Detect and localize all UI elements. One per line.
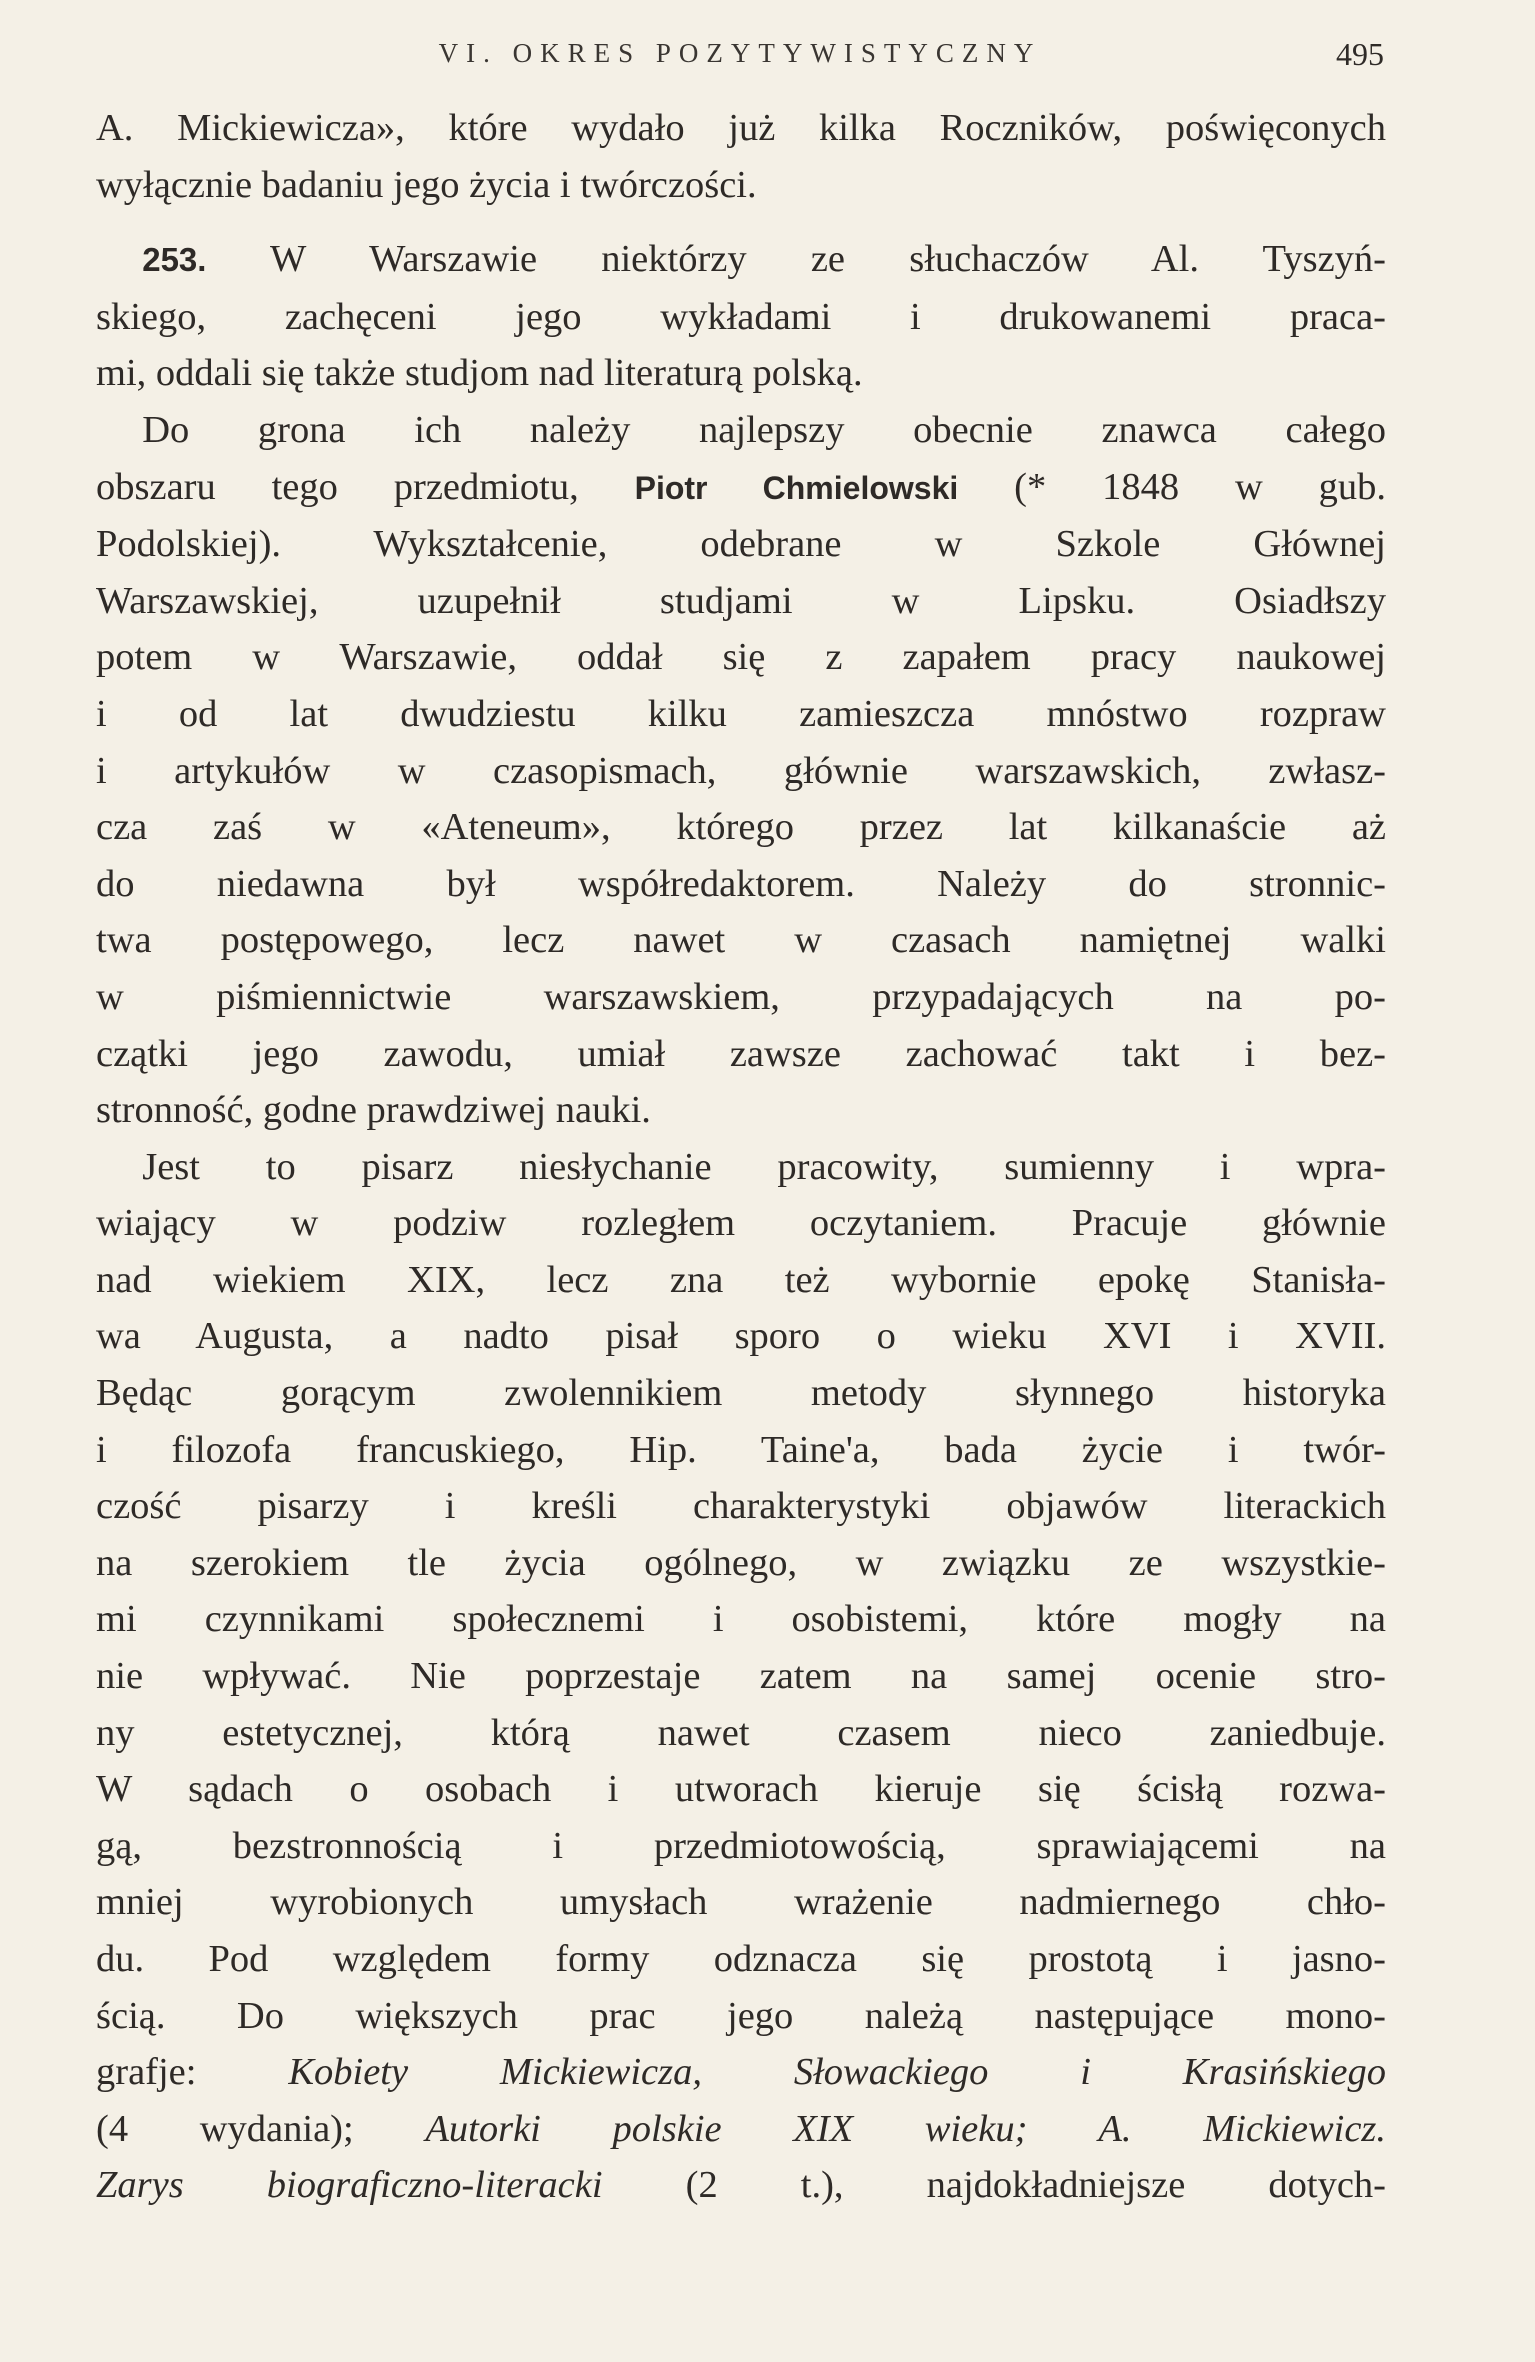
paragraph-chmielowski bbox=[96, 402, 1386, 1139]
text-line: du. Pod względem formy odznacza się prostotą i jasno- bbox=[96, 1938, 1386, 1980]
running-title: VI. OKRES POZYTYWISTYCZNY bbox=[438, 38, 1042, 68]
text-line: gą, bezstronnością i przedmiotowością, sprawiającemi na bbox=[96, 1824, 1386, 1867]
text-line: W sądach o osobach i utworach kieruje się ścisłą rozwa- bbox=[96, 1768, 1386, 1811]
text-fragment: (* 1848 w gub. bbox=[1014, 465, 1386, 508]
text-line: mi czynnikami społecznemi i osobistemi, które mogły na bbox=[96, 1598, 1386, 1641]
text-line: wa Augusta, a nadto pisał sporo o wieku XVI i XVII. bbox=[96, 1315, 1386, 1358]
text-line: Będąc gorącym zwolennikiem metody słynnego historyka bbox=[96, 1372, 1386, 1415]
book-title: Autorki polskie XIX wieku; A. Mickiewicz. bbox=[425, 2107, 1387, 2150]
text-fragment: W Warszawie niektórzy ze słuchaczów Al. Tyszyń- bbox=[269, 238, 1386, 281]
text-fragment: Jest to pisarz niesłychanie pracowity, sumienny i wpra- bbox=[142, 1145, 1386, 1188]
text-line: czątki jego zawodu, umiał zawsze zachować takt i bez- bbox=[96, 1032, 1386, 1075]
text-line: potem w Warszawie, oddał się z zapałem pracy naukowej bbox=[96, 636, 1386, 679]
text-fragment: Do grona ich należy najlepszy obecnie znawca całego bbox=[142, 408, 1386, 451]
text-fragment: obszaru tego przedmiotu, bbox=[96, 465, 579, 508]
text-line: mi, oddali się także studjom nad literaturą polską. bbox=[96, 352, 863, 395]
text-line: i filozofa francuskiego, Hip. Taine'a, bada życie i twór- bbox=[96, 1428, 1386, 1471]
page-number: 495 bbox=[1336, 36, 1384, 72]
text-line: stronność, godne prawdziwej nauki. bbox=[96, 1089, 651, 1132]
text-fragment: (4 wydania); bbox=[96, 2107, 354, 2150]
text-line: ny estetycznej, którą nawet czasem nieco zaniedbuje. bbox=[96, 1711, 1386, 1754]
author-name: Piotr Chmielowski bbox=[634, 469, 959, 506]
text-line: mniej wyrobionych umysłach wrażenie nadmiernego chło- bbox=[96, 1881, 1386, 1924]
text-fragment: (2 t.), najdokładniejsze dotych- bbox=[685, 2164, 1387, 2207]
text-line bbox=[96, 2044, 1386, 2101]
text-line: i artykułów w czasopismach, głównie warszawskich, zwłasz- bbox=[96, 749, 1386, 792]
text-line bbox=[96, 1139, 1386, 1196]
text-line: wiający w podziw rozległem oczytaniem. Pracuje głównie bbox=[96, 1202, 1386, 1245]
page-body bbox=[96, 100, 1386, 2214]
text-line: Warszawskiej, uzupełnił studjami w Lipsku. Osiadłszy bbox=[96, 579, 1386, 622]
text-line: A. Mickiewicza», które wydało już kilka Roczników, poświęconych bbox=[96, 107, 1386, 149]
section-number: 253. bbox=[142, 241, 207, 279]
text-line: ścią. Do większych prac jego należą następujące mono- bbox=[96, 1994, 1386, 2037]
text-line bbox=[96, 2157, 1386, 2214]
text-line: nie wpływać. Nie poprzestaje zatem na samej ocenie stro- bbox=[96, 1655, 1386, 1698]
book-title: Zarys biograficzno-literacki bbox=[96, 2164, 603, 2207]
text-line: wyłącznie badaniu jego życia i twórczości. bbox=[96, 163, 757, 206]
text-line: do niedawna był współredaktorem. Należy do stronnic- bbox=[96, 862, 1386, 905]
text-line bbox=[96, 459, 1386, 517]
text-line: Podolskiej). Wykształcenie, odebrane w Szkole Głównej bbox=[96, 523, 1386, 566]
text-line: na szerokiem tle życia ogólnego, w związku ze wszystkie- bbox=[96, 1541, 1386, 1584]
text-line bbox=[96, 402, 1386, 459]
text-line: i od lat dwudziestu kilku zamieszcza mnóstwo rozpraw bbox=[96, 692, 1386, 735]
text-line: w piśmiennictwie warszawskiem, przypadających na po- bbox=[96, 975, 1386, 1018]
text-line: skiego, zachęceni jego wykładami i drukowanemi praca- bbox=[96, 295, 1386, 338]
paragraph-continued bbox=[96, 100, 1386, 213]
paragraph-works bbox=[96, 1139, 1386, 2214]
text-line: cza zaś w «Ateneum», którego przez lat kilkanaście aż bbox=[96, 806, 1386, 849]
text-line bbox=[96, 2101, 1386, 2158]
text-line bbox=[96, 231, 1386, 289]
text-line: twa postępowego, lecz nawet w czasach namiętnej walki bbox=[96, 919, 1386, 962]
text-fragment: grafje: bbox=[96, 2051, 197, 2094]
paragraph-253 bbox=[96, 231, 1386, 402]
text-line: czość pisarzy i kreśli charakterystyki objawów literackich bbox=[96, 1485, 1386, 1528]
book-title: Kobiety Mickiewicza, Słowackiego i Krasińskiego bbox=[288, 2051, 1387, 2094]
running-header bbox=[96, 38, 1384, 78]
text-line: nad wiekiem XIX, lecz zna też wybornie epokę Stanisła- bbox=[96, 1258, 1386, 1301]
